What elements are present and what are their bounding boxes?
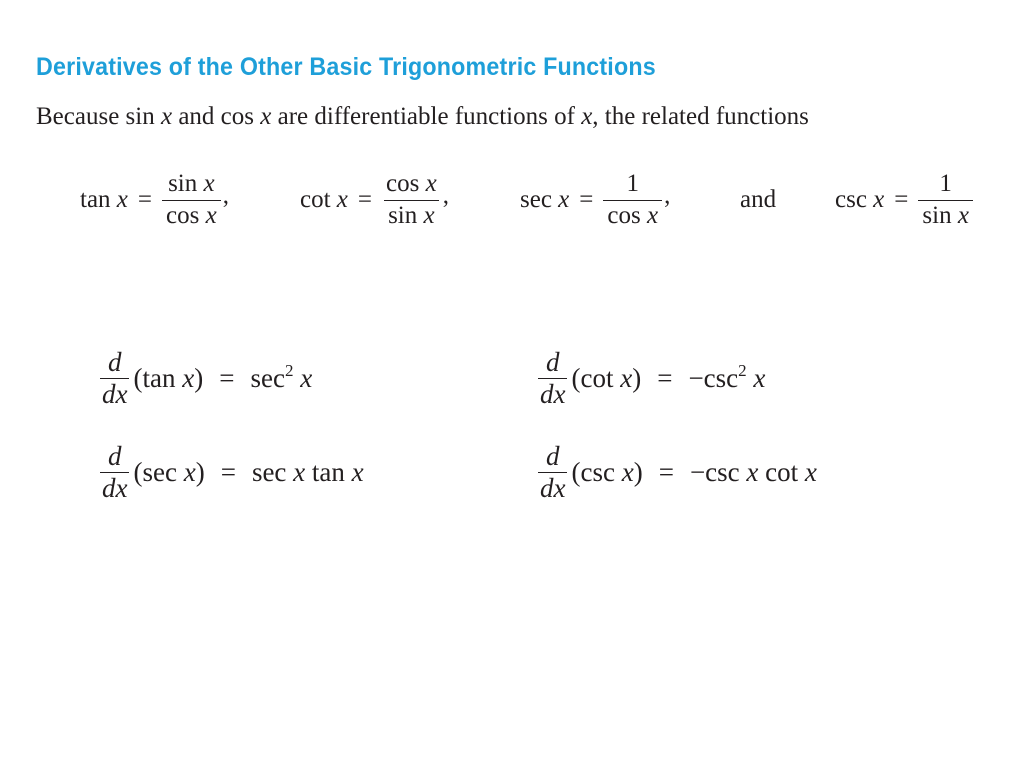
denominator-fn: cos [607, 201, 641, 229]
intro-text: , the related functions [592, 103, 809, 130]
result-fn: cot [758, 456, 805, 487]
denominator-fn: sin [388, 201, 418, 229]
numerator-fn: cos [386, 170, 420, 198]
variable-x: x [804, 456, 817, 487]
variable-x: x [203, 170, 215, 198]
function-name: csc [835, 186, 867, 213]
variable-x: x [620, 362, 633, 393]
d-dx-operator [100, 440, 129, 503]
variable-x: x [646, 201, 659, 229]
definitions-row [0, 168, 1024, 232]
d: d [107, 346, 122, 377]
fraction [162, 171, 221, 229]
variable-x: x [116, 186, 128, 213]
derivative-csc [538, 440, 817, 504]
exponent: 2 [738, 360, 747, 380]
csc-definition [835, 168, 973, 232]
denominator [918, 200, 973, 229]
variable-x: x [183, 456, 196, 487]
separator: , [442, 182, 449, 209]
conjunction: and [740, 186, 777, 213]
intro-text: and cos [172, 103, 261, 130]
equals-sign: = [894, 186, 909, 213]
numerator [382, 171, 441, 199]
separator: , [664, 182, 671, 209]
intro-paragraph [36, 103, 809, 131]
dx: dx [102, 378, 128, 409]
denominator-fn: cos [166, 201, 200, 229]
variable-x: x [160, 103, 173, 130]
variable-x: x [621, 456, 634, 487]
numerator-fn: sin [168, 170, 198, 198]
denominator [384, 200, 439, 229]
variable-x: x [753, 362, 766, 393]
function-name: sec [142, 456, 177, 487]
variable-x: x [260, 103, 272, 130]
function-name: sec [520, 186, 552, 213]
numerator [164, 171, 219, 199]
fraction [382, 171, 441, 229]
dx: dx [102, 472, 128, 503]
variable-x: x [351, 456, 364, 487]
equals-sign: = [657, 362, 673, 393]
cot-definition [300, 168, 449, 232]
argument: (sec x) [133, 456, 205, 487]
variable-x: x [182, 362, 195, 393]
equals-sign: = [357, 186, 373, 213]
result [688, 360, 766, 394]
equals-sign: = [579, 186, 594, 213]
variable-x: x [746, 456, 759, 487]
tan-definition [80, 168, 229, 232]
d: d [545, 440, 560, 471]
dx: dx [540, 472, 566, 503]
variable-x: x [423, 201, 435, 229]
equals-sign: = [219, 362, 235, 393]
function-name: cot [300, 186, 331, 213]
intro-text: Because sin [36, 103, 161, 130]
argument: (csc x) [571, 456, 643, 487]
derivative-cot [538, 346, 765, 410]
derivative-tan [100, 346, 312, 410]
result [250, 360, 313, 394]
equals-sign: = [220, 456, 236, 487]
d-dx-operator [100, 346, 129, 409]
equals-sign: = [137, 186, 153, 213]
denominator-fn: sin [922, 201, 952, 229]
variable-x: x [957, 201, 969, 229]
result-fn: tan [305, 456, 352, 487]
denominator [603, 200, 662, 229]
intro-text: are differentiable functions of [271, 103, 582, 130]
fraction [603, 171, 662, 229]
section-heading: Derivatives of the Other Basic Trigonometric Functions [36, 53, 656, 81]
denominator [162, 200, 221, 229]
result-fn: sec [250, 362, 285, 393]
function-name: cot [580, 362, 614, 393]
variable-x: x [293, 456, 306, 487]
result-fn: −csc [688, 362, 739, 393]
sec-definition [520, 168, 670, 232]
variable-x: x [336, 186, 348, 213]
result-fn: sec [251, 456, 294, 487]
argument: (cot x) [571, 362, 642, 393]
numerator [622, 171, 643, 199]
function-name: tan [80, 186, 111, 213]
numerator-value: 1 [626, 170, 639, 198]
result [252, 457, 364, 488]
result [690, 457, 817, 488]
argument: (tan x) [133, 362, 204, 393]
variable-x: x [873, 186, 885, 213]
d-dx-operator [538, 346, 567, 409]
dx: dx [540, 378, 566, 409]
variable-x: x [425, 170, 437, 198]
d: d [545, 346, 560, 377]
separator: , [222, 182, 229, 209]
variable-x: x [205, 201, 217, 229]
function-name: csc [580, 456, 615, 487]
exponent: 2 [284, 360, 294, 380]
variable-x: x [558, 186, 570, 213]
variable-x: x [300, 362, 313, 393]
equals-sign: = [658, 456, 674, 487]
numerator [935, 171, 956, 199]
result-fn: −csc [689, 456, 747, 487]
derivative-sec [100, 440, 364, 504]
d-dx-operator [538, 440, 567, 503]
function-name: tan [142, 362, 176, 393]
variable-x: x [581, 103, 593, 130]
fraction [918, 171, 973, 229]
d: d [107, 440, 122, 471]
numerator-value: 1 [939, 170, 952, 198]
